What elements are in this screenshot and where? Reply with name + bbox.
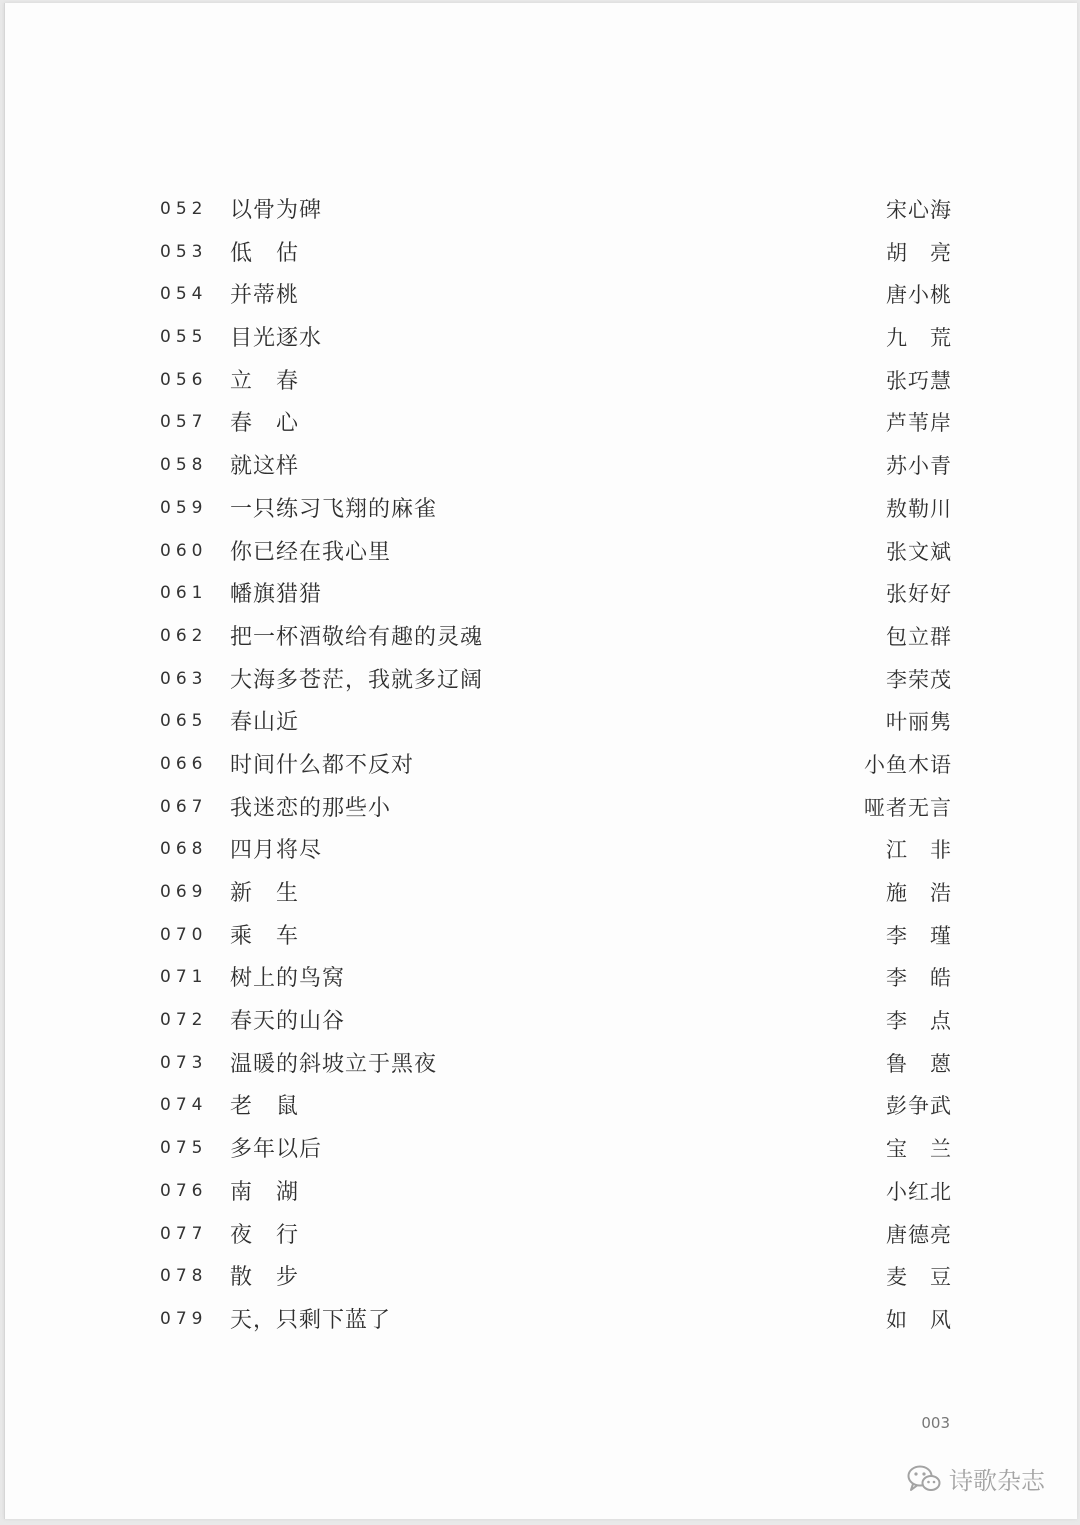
entry-author: 张巧慧	[886, 368, 952, 393]
watermark-text: 诗歌杂志	[949, 1467, 1045, 1495]
toc-entry	[5, 402, 1077, 445]
entry-author: 小红北	[886, 1179, 952, 1204]
entry-page-number: 062	[160, 625, 208, 646]
entry-author: 唐德亮	[886, 1222, 952, 1247]
entry-page-number: 068	[160, 839, 208, 860]
entry-title: 并蒂桃	[230, 283, 300, 309]
entry-page-number: 061	[160, 583, 208, 604]
entry-page-number: 078	[160, 1266, 208, 1287]
entry-author: 芦苇岸	[886, 411, 952, 436]
entry-page-number: 070	[160, 924, 208, 945]
entry-title: 四月将尽	[230, 838, 323, 864]
entry-title: 就这样	[230, 454, 300, 480]
entry-page-number: 057	[160, 412, 208, 433]
toc-entry	[5, 1256, 1077, 1299]
entry-page-number: 059	[160, 497, 208, 518]
entry-page-number: 071	[160, 967, 208, 988]
entry-title: 立 春	[230, 368, 300, 394]
toc-entry	[5, 957, 1077, 1000]
entry-page-number: 067	[160, 796, 208, 817]
entry-page-number: 079	[160, 1308, 208, 1329]
toc-entry	[5, 872, 1077, 915]
entry-author: 李 瑾	[886, 923, 952, 948]
entry-author: 张文斌	[886, 539, 952, 564]
toc-entry	[5, 573, 1077, 616]
entry-page-number: 069	[160, 882, 208, 902]
toc-entry	[5, 659, 1077, 702]
entry-page-number: 060	[160, 540, 208, 561]
entry-page-number: 074	[160, 1095, 208, 1116]
toc-entry	[5, 787, 1077, 830]
toc-entry	[5, 1128, 1077, 1171]
entry-page-number: 066	[160, 753, 208, 774]
entry-page-number: 058	[160, 455, 208, 476]
entry-title: 你已经在我心里	[230, 539, 392, 565]
entry-title: 乘 车	[230, 923, 300, 949]
entry-page-number: 054	[160, 284, 208, 305]
entry-title: 春山近	[230, 710, 300, 736]
entry-title: 春天的山谷	[230, 1009, 346, 1035]
toc-entry	[5, 744, 1077, 787]
entry-author: 叶丽隽	[886, 710, 952, 735]
page-number: 003	[921, 1414, 950, 1432]
toc-entry	[5, 1000, 1077, 1043]
document-page	[4, 3, 1077, 1519]
entry-title: 天，只剩下蓝了	[230, 1307, 392, 1333]
entry-title: 把一杯酒敬给有趣的灵魂	[230, 624, 484, 650]
entry-author: 敖勒川	[886, 496, 952, 521]
toc-entry	[5, 531, 1077, 574]
entry-author: 如 风	[886, 1307, 952, 1332]
toc-entry	[5, 1171, 1077, 1214]
entry-page-number: 052	[160, 199, 208, 219]
entry-title: 以骨为碑	[230, 198, 323, 223]
toc-entry	[5, 488, 1077, 531]
entry-author: 李 点	[886, 1009, 952, 1034]
entry-title: 低 估	[230, 240, 300, 266]
entry-title: 树上的鸟窝	[230, 966, 346, 992]
entry-page-number: 072	[160, 1010, 208, 1031]
toc-entry	[5, 317, 1077, 360]
toc-entry	[5, 915, 1077, 958]
entry-author: 小鱼木语	[864, 752, 952, 777]
toc-entry	[5, 360, 1077, 403]
entry-title: 时间什么都不反对	[230, 752, 415, 778]
entry-page-number: 077	[160, 1223, 208, 1244]
entry-author: 苏小青	[886, 454, 952, 479]
toc-entry	[5, 1043, 1077, 1086]
entry-title: 散 步	[230, 1265, 300, 1291]
entry-page-number: 055	[160, 327, 208, 348]
entry-author: 鲁 蒽	[886, 1051, 952, 1076]
entry-author: 九 荒	[886, 326, 952, 351]
entry-author: 哑者无言	[864, 795, 952, 820]
entry-title: 目光逐水	[230, 326, 323, 352]
entry-author: 李荣茂	[886, 667, 952, 692]
wechat-icon	[907, 1465, 941, 1493]
entry-author: 彭争武	[886, 1094, 952, 1119]
entry-page-number: 073	[160, 1052, 208, 1073]
entry-page-number: 065	[160, 711, 208, 732]
entry-author: 李 皓	[886, 966, 952, 991]
toc-entry	[5, 701, 1077, 744]
entry-page-number: 053	[160, 241, 208, 262]
toc-entry	[5, 445, 1077, 488]
entry-page-number: 075	[160, 1138, 208, 1159]
toc-entry	[5, 1299, 1077, 1342]
entry-title: 幡旗猎猎	[230, 582, 323, 608]
entry-title: 一只练习飞翔的麻雀	[230, 496, 438, 522]
toc-entry	[5, 829, 1077, 872]
entry-author: 施 浩	[886, 881, 952, 905]
entry-title: 温暖的斜坡立于黑夜	[230, 1051, 438, 1077]
entry-title: 多年以后	[230, 1137, 323, 1163]
entry-title: 我迷恋的那些小	[230, 795, 392, 821]
entry-page-number: 056	[160, 369, 208, 390]
entry-author: 胡 亮	[886, 240, 952, 265]
entry-title: 春 心	[230, 411, 300, 437]
entry-page-number: 076	[160, 1180, 208, 1201]
entry-title: 南 湖	[230, 1179, 300, 1205]
entry-author: 唐小桃	[886, 283, 952, 308]
toc-entry	[5, 1214, 1077, 1257]
entry-page-number: 063	[160, 668, 208, 689]
toc-entry	[5, 232, 1077, 275]
toc-entry	[5, 189, 1077, 232]
toc-entry	[5, 616, 1077, 659]
entry-author: 宋心海	[886, 198, 952, 222]
entry-author: 张好好	[886, 582, 952, 607]
entry-author: 包立群	[886, 624, 952, 649]
entry-author: 宝 兰	[886, 1137, 952, 1162]
entry-author: 江 非	[886, 838, 952, 863]
watermark	[907, 1461, 1045, 1496]
entry-title: 新 生	[230, 881, 300, 906]
entry-author: 麦 豆	[886, 1265, 952, 1290]
toc-entry	[5, 274, 1077, 317]
table-of-contents	[5, 189, 1077, 1342]
entry-title: 大海多苍茫，我就多辽阔	[230, 667, 484, 693]
entry-title: 老 鼠	[230, 1094, 300, 1120]
toc-entry	[5, 1085, 1077, 1128]
entry-title: 夜 行	[230, 1222, 300, 1248]
